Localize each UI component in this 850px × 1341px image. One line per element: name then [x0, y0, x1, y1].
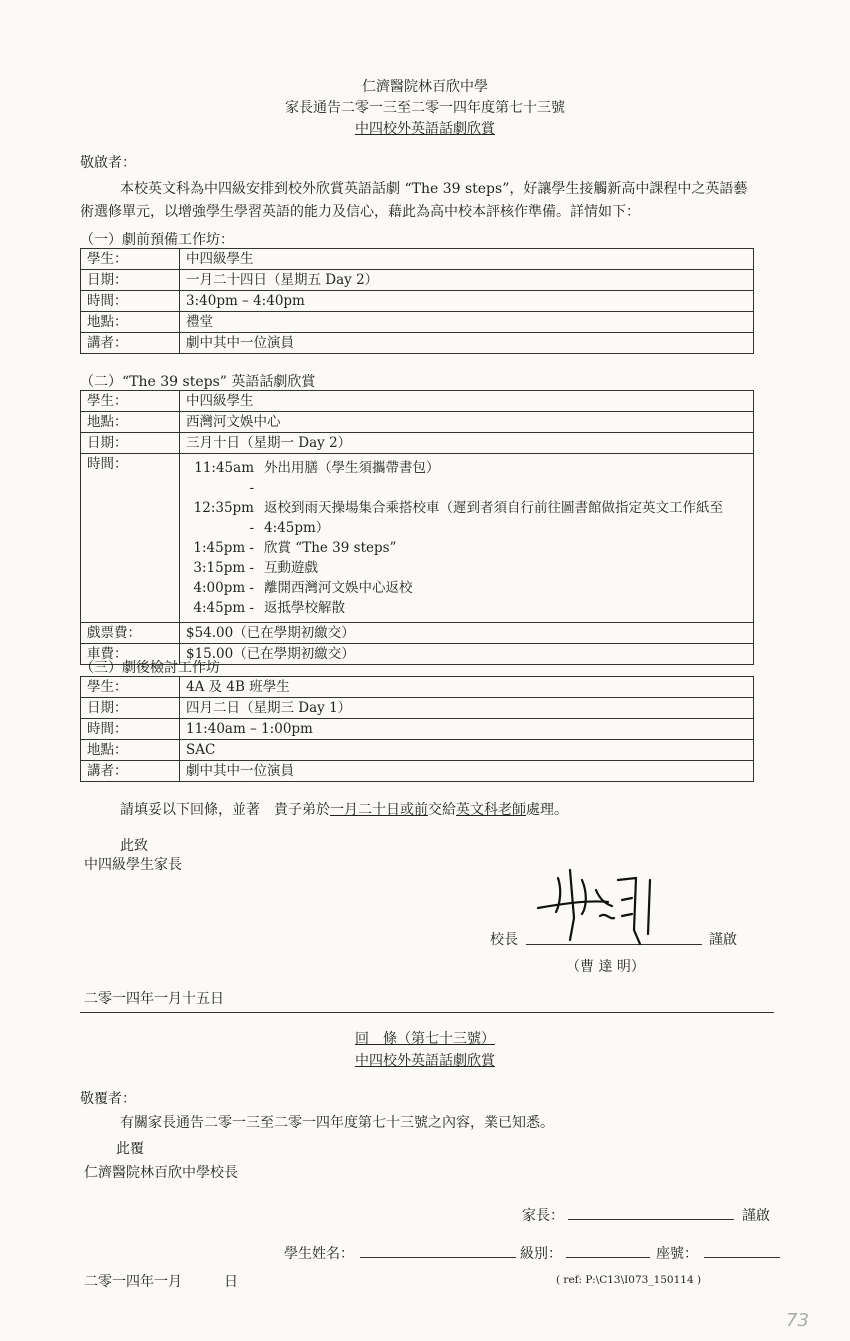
schedule-item: 12:35pm - 返校到雨天操場集合乘搭校車（遲到者須自行前往圖書館做指定英文工作紙至 4:45pm） [193, 500, 723, 536]
table-row: 學生： 中四級學生 [81, 391, 754, 412]
reply-subject: 中四校外英語話劇欣賞 [355, 1053, 495, 1069]
reference-code: ( ref: P:\C13\I073_150114 ) [556, 1274, 702, 1286]
section1-heading: （一）劇前預備工作坊： [80, 232, 234, 248]
schedule-item: 11:45am - 外出用膳（學生須攜帶書包） [194, 460, 440, 496]
section1-table [80, 248, 754, 354]
notice-number: 家長通告二零一三至二零一四年度第七十三號 [285, 100, 565, 116]
reply-title: 回 條（第七十三號） [355, 1031, 495, 1047]
table-row: 學生： 中四級學生 [81, 249, 754, 270]
intro-paragraph: 本校英文科為中四級安排到校外欣賞英語話劇 “The 39 steps”，好讓學生接觸新高中課程中之英語藝術選修單元，以增強學生學習英語的能力及信心，藉此為高中校本評核作準備。詳情如下： [80, 181, 748, 220]
closing-respect: 謹啟 [709, 932, 737, 948]
reply-date: 二零一四年一月 日 [84, 1274, 238, 1290]
schedule-item: 1:45pm - 欣賞 “The 39 steps” [193, 540, 397, 556]
parent-respect: 謹啟 [742, 1208, 770, 1224]
table-row: 車費： $15.00（已在學期初繳交） [81, 644, 754, 665]
class-field[interactable] [566, 1257, 650, 1258]
table-row: 講者： 劇中其中一位演員 [81, 761, 754, 782]
schedule-item: 4:00pm - 離開西灣河文娛中心返校 [193, 580, 413, 596]
schedule-item: 4:45pm - 返抵學校解散 [193, 600, 345, 616]
reply-body: 有關家長通告二零一三至二零一四年度第七十三號之內容，業已知悉。 [120, 1115, 554, 1131]
table-row: 學生： 4A 及 4B 班學生 [81, 677, 754, 698]
parent-label: 家長： [522, 1208, 564, 1224]
table-row: 日期： 一月二十四日（星期五 Day 2） [81, 270, 754, 291]
time-label: 時間： [81, 454, 180, 623]
page-mark: 73 [786, 1310, 809, 1331]
reply-salutation: 敬覆者： [80, 1091, 136, 1107]
table-row: 地點： 西灣河文娛中心 [81, 412, 754, 433]
class-label: 級別： [520, 1246, 562, 1262]
reply-ci-fu: 此覆 [116, 1141, 144, 1157]
notice-subject: 中四校外英語話劇欣賞 [355, 121, 495, 137]
parent-signature-field[interactable] [568, 1219, 734, 1220]
salutation: 敬啟者： [80, 155, 136, 171]
section2-heading: （二）“The 39 steps” 英語話劇欣賞 [80, 374, 316, 390]
table-row: 地點： SAC [81, 740, 754, 761]
table-row: 地點： 禮堂 [81, 312, 754, 333]
schedule-item: 3:15pm - 互動遊戲 [193, 560, 318, 576]
student-name-label: 學生姓名： [284, 1246, 354, 1262]
closing-ci-zhi: 此致 [120, 838, 148, 854]
student-name-field[interactable] [360, 1257, 516, 1258]
principal-signature-icon [530, 860, 670, 950]
table-row: 時間： 3:40pm – 4:40pm [81, 291, 754, 312]
table-row: 戲票費： $54.00（已在學期初繳交） [81, 623, 754, 644]
section3-table [80, 676, 754, 782]
table-row: 日期： 四月二日（星期三 Day 1） [81, 698, 754, 719]
table-row: 日期： 三月十日（星期一 Day 2） [81, 433, 754, 454]
table-row [81, 454, 754, 623]
seat-field[interactable] [704, 1257, 780, 1258]
reply-recipient: 仁濟醫院林百欣中學校長 [84, 1165, 238, 1181]
table-row: 講者： 劇中其中一位演員 [81, 333, 754, 354]
seat-label: 座號： [656, 1246, 698, 1262]
reply-instruction: 請填妥以下回條，並著 貴子弟於一月二十日或前交給英文科老師處理。 [120, 802, 568, 818]
principal-name: （曹 達 明） [566, 959, 645, 975]
notice-date: 二零一四年一月十五日 [84, 991, 224, 1007]
principal-label: 校長 [490, 932, 518, 948]
section2-table [80, 390, 754, 665]
section3-heading: （三）劇後檢討工作坊 [80, 660, 220, 676]
school-name: 仁濟醫院林百欣中學 [362, 79, 488, 95]
cut-line [80, 1012, 774, 1013]
table-row: 時間： 11:40am – 1:00pm [81, 719, 754, 740]
schedule-cell [180, 454, 754, 623]
closing-recipient: 中四級學生家長 [84, 857, 182, 873]
